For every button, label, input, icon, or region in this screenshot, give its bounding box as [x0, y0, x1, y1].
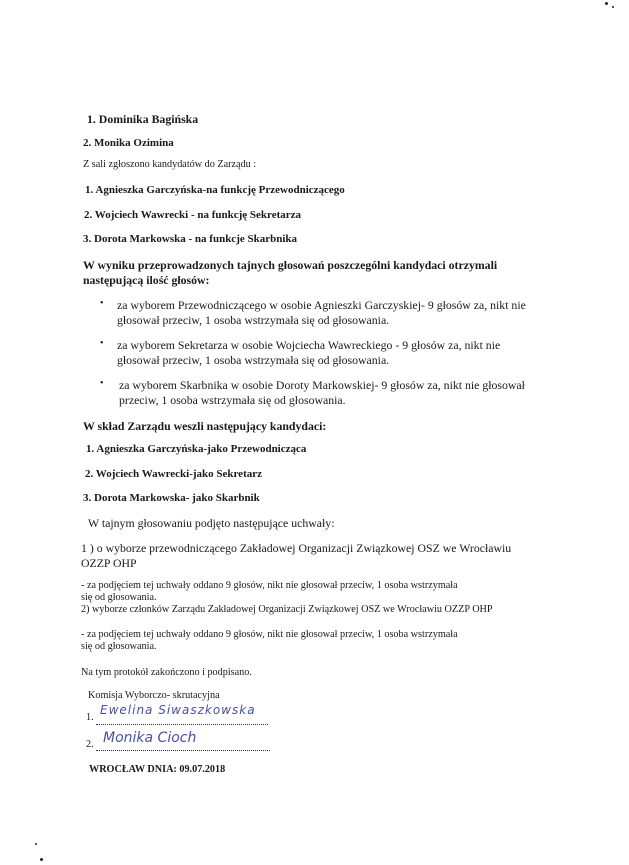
signature-1-line: [96, 724, 268, 725]
resolution-2: 2) wyborze członków Zarządu Zakładowej Organizacji Związkowej OSZ we Wrocławiu OZZP OHP: [81, 604, 493, 615]
board-candidate-2: 2. Wojciech Wawrecki - na funkcję Sekretarza: [84, 209, 302, 221]
resolution-1-line2: OZZP OHP: [81, 556, 137, 570]
board-intro: Z sali zgłoszono kandydatów do Zarządu :: [83, 159, 257, 170]
scan-speck: [605, 2, 608, 5]
vote-1-line1: - za podjęciem tej uchwały oddano 9 głosów, nikt nie głosował przeciw, 1 osoba wstrzymała: [81, 580, 458, 591]
scan-speck: [612, 6, 614, 8]
vote-2-line2: się od głosowania.: [81, 641, 157, 652]
board-member-3: 3. Dorota Markowska- jako Skarbnik: [83, 492, 260, 504]
commission-title: Komisja Wyborczo- skrutacyjna: [88, 690, 220, 701]
bullet-icon: •: [100, 338, 104, 349]
results-heading-line1: W wyniku przeprowadzonych tajnych głosowań poszczególni kandydaci otrzymali: [83, 258, 498, 272]
scan-speck: [35, 843, 37, 845]
result-1-line2: głosował przeciw, 1 osoba wstrzymała się od głosowania.: [117, 313, 390, 327]
result-2-line1: za wyborem Sekretarza w osobie Wojciecha Wawreckiego - 9 głosów za, nikt nie: [117, 338, 501, 352]
scan-speck: [40, 858, 43, 861]
vote-2-line1: - za podjęciem tej uchwały oddano 9 głosów, nikt nie głosował przeciw, 1 osoba wstrzymała: [81, 629, 458, 640]
results-heading-line2: następującą ilość głosów:: [83, 273, 210, 287]
board-member-2: 2. Wojciech Wawrecki-jako Sekretarz: [85, 468, 262, 480]
bullet-icon: •: [100, 378, 104, 389]
resolution-1-line1: 1 ) o wyborze przewodniczącego Zakładowej Organizacji Związkowej OSZ we Wrocławiu: [81, 541, 512, 555]
closing-statement: Na tym protokół zakończono i podpisano.: [81, 667, 252, 678]
bullet-icon: •: [100, 298, 104, 309]
result-3-line2: przeciw, 1 osoba wstrzymała się od głosowania.: [119, 393, 346, 407]
result-1-line1: za wyborem Przewodniczącego w osobie Agnieszki Garczyskiej- 9 głosów za, nikt nie: [117, 298, 526, 312]
signature-2-number: 2.: [86, 739, 94, 750]
signature-2-handwriting: Monika Cioch: [103, 730, 197, 746]
signature-1-number: 1.: [86, 712, 94, 723]
vote-1-line2: się od głosowania.: [81, 592, 157, 603]
board-heading: W skład Zarządu weszli następujący kandydaci:: [83, 419, 327, 433]
candidate-top-2: 2. Monika Ozimina: [83, 137, 174, 149]
board-candidate-1: 1. Agnieszka Garczyńska-na funkcję Przewodniczącego: [85, 184, 345, 196]
board-member-1: 1. Agnieszka Garczyńska-jako Przewodnicząca: [86, 443, 307, 455]
signature-2-line: [96, 750, 270, 751]
signature-1-handwriting: Ewelina Siwaszkowska: [100, 703, 256, 717]
board-candidate-3: 3. Dorota Markowska - na funkcje Skarbnika: [83, 233, 298, 245]
date-line: WROCŁAW DNIA: 09.07.2018: [89, 764, 226, 775]
result-2-line2: głosował przeciw, 1 osoba wstrzymała się od głosowania.: [117, 353, 390, 367]
result-3-line1: za wyborem Skarbnika w osobie Doroty Markowskiej- 9 głosów za, nikt nie głosował: [119, 378, 525, 392]
candidate-top-1: 1. Dominika Bagińska: [87, 112, 199, 126]
resolutions-intro: W tajnym głosowaniu podjęto następujące uchwały:: [88, 516, 335, 530]
